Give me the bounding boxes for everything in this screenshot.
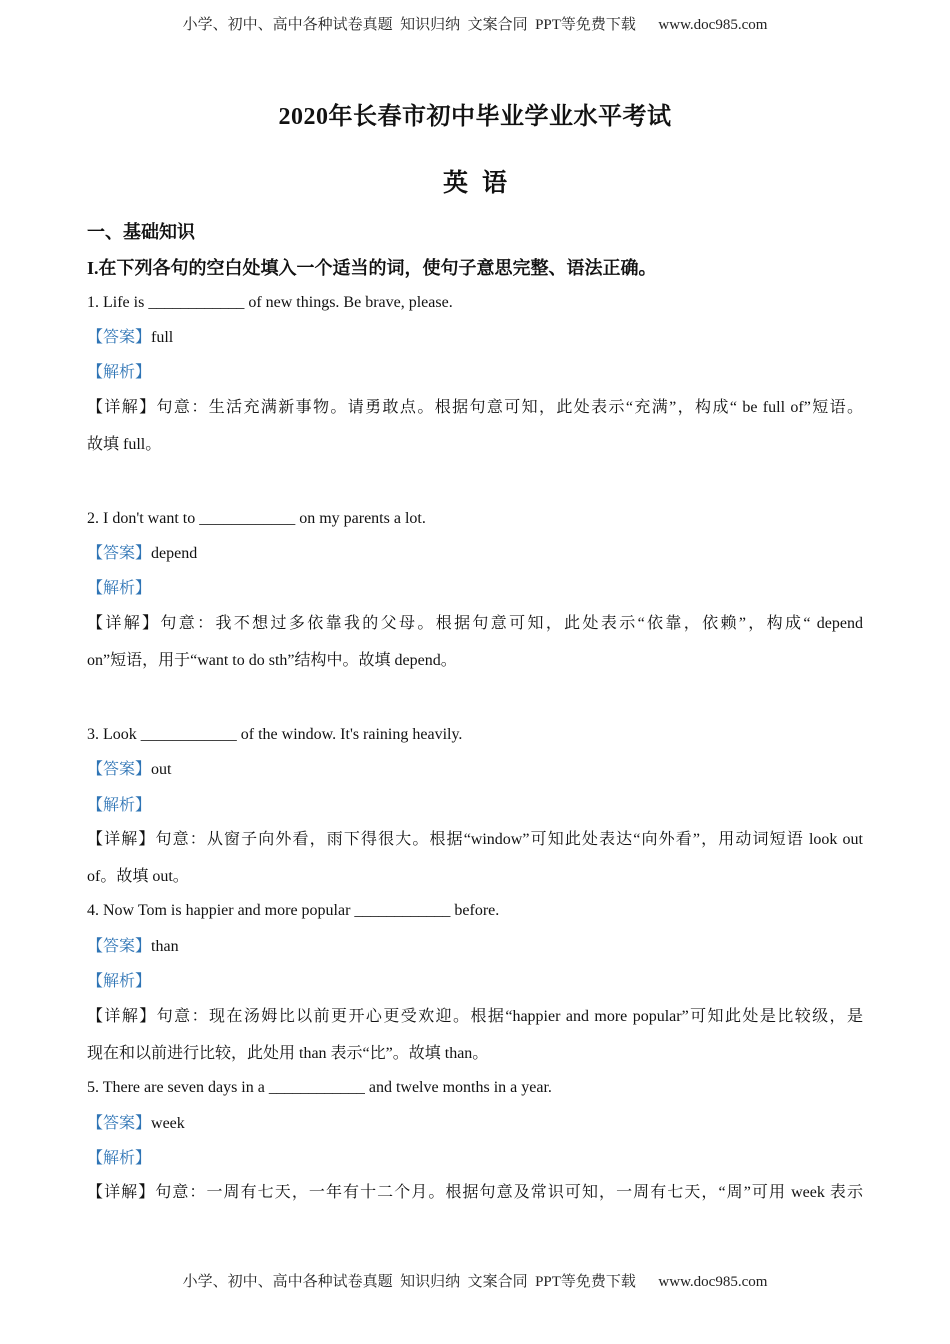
detail-4-line-2: 现在和以前进行比较，此处用 than 表示“比”。故填 than。 [87, 1045, 489, 1062]
answer-tag: 【答案】 [87, 545, 152, 562]
detail-tag: 【详解】 [87, 1184, 156, 1201]
answer-value: full [151, 329, 174, 346]
question-5: 5. There are seven days in a ____________ and twelve months in a year. [87, 1079, 552, 1096]
analysis-4 [87, 972, 151, 992]
question-3: 3. Look ____________ of the window. It's raining heavily. [87, 726, 463, 743]
answer-1 [87, 328, 173, 348]
detail-2-line-2: on”短语，用于“want to do sth”结构中。故填 depend。 [87, 652, 457, 669]
section-heading: 一、基础知识 [87, 222, 195, 242]
detail-text: 句意：我不想过多依靠我的父母。根据句意可知，此处表示“依靠，依赖”，构成“ depend [160, 615, 863, 632]
detail-tag: 【详解】 [87, 831, 156, 848]
question-2: 2. I don't want to ____________ on my parents a lot. [87, 510, 426, 527]
answer-value: week [151, 1115, 185, 1132]
page-footer: 小学、初中、高中各种试卷真题 知识归纳 文案合同 PPT等免费下载 www.doc985.com [182, 1274, 768, 1290]
answer-3 [87, 760, 171, 780]
analysis-tag: 【解析】 [87, 364, 152, 381]
answer-tag: 【答案】 [87, 761, 152, 778]
detail-1-line-1 [87, 398, 863, 418]
exam-title: 2020年长春市初中毕业学业水平考试 [278, 104, 672, 130]
answer-value: depend [151, 545, 198, 562]
detail-3-line-1 [87, 830, 863, 850]
instruction: I.在下列各句的空白处填入一个适当的词，使句子意思完整、语法正确。 [87, 258, 657, 278]
answer-tag: 【答案】 [87, 1115, 152, 1132]
detail-1-line-2: 故填 full。 [87, 436, 162, 453]
detail-text: 句意：生活充满新事物。请勇敢点。根据句意可知，此处表示“充满”，构成“ be full of”短语。 [156, 399, 863, 416]
answer-4 [87, 937, 179, 957]
analysis-tag: 【解析】 [87, 973, 152, 990]
detail-3-line-2: of。故填 out。 [87, 868, 189, 885]
answer-tag: 【答案】 [87, 938, 152, 955]
detail-5-line-1 [87, 1183, 863, 1203]
analysis-3 [87, 796, 151, 816]
analysis-tag: 【解析】 [87, 1150, 152, 1167]
detail-text: 句意：现在汤姆比以前更开心更受欢迎。根据“happier and more popular”可知此处是比较级，是 [156, 1008, 863, 1025]
question-1: 1. Life is ____________ of new things. Be brave, please. [87, 294, 453, 311]
detail-tag: 【详解】 [87, 1008, 157, 1025]
answer-value: than [151, 938, 179, 955]
analysis-tag: 【解析】 [87, 797, 152, 814]
page-header: 小学、初中、高中各种试卷真题 知识归纳 文案合同 PPT等免费下载 www.doc985.com [182, 17, 768, 33]
answer-2 [87, 544, 197, 564]
detail-tag: 【详解】 [87, 399, 157, 416]
analysis-tag: 【解析】 [87, 580, 152, 597]
answer-5 [87, 1114, 185, 1134]
detail-2-line-1 [87, 614, 863, 634]
analysis-5 [87, 1149, 151, 1169]
detail-text: 句意：从窗子向外看，雨下得很大。根据“window”可知此处表达“向外看”，用动词短语 look out [155, 831, 863, 848]
answer-value: out [151, 761, 172, 778]
answer-tag: 【答案】 [87, 329, 152, 346]
detail-4-line-1 [87, 1007, 863, 1027]
analysis-1 [87, 363, 151, 383]
subject-title: 英语 [442, 170, 521, 197]
detail-text: 句意：一周有七天，一年有十二个月。根据句意及常识可知，一周有七天，“周”可用 week 表示 [155, 1184, 863, 1201]
question-4: 4. Now Tom is happier and more popular ____________ before. [87, 902, 500, 919]
detail-tag: 【详解】 [87, 615, 161, 632]
analysis-2 [87, 579, 151, 599]
